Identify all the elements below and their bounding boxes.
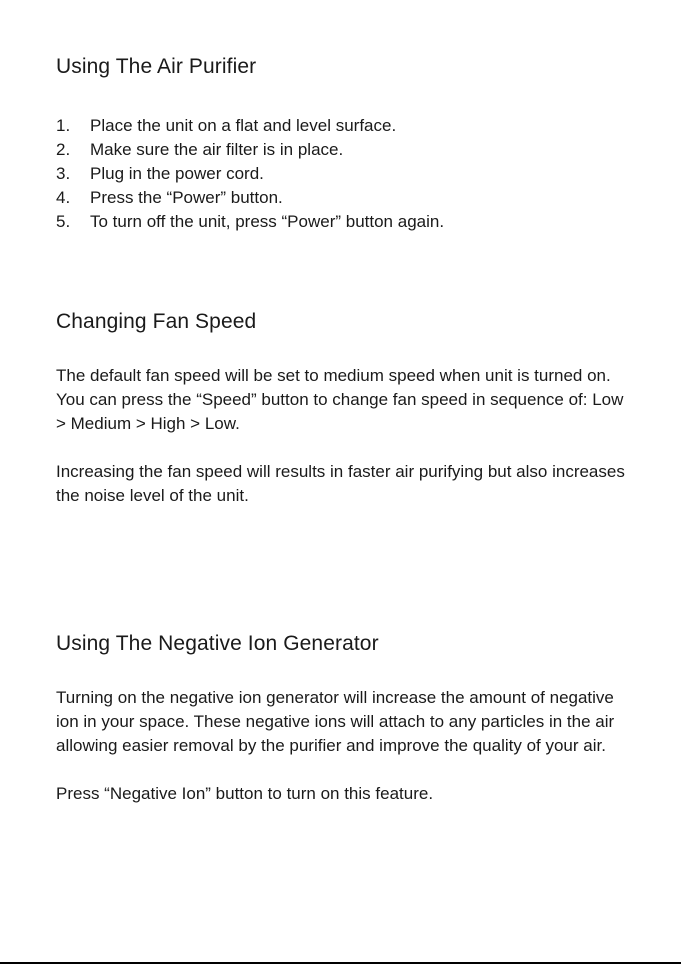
section-heading: Using The Air Purifier [56,55,257,78]
step-text: Plug in the power cord. [90,164,264,183]
step-text: Press the “Power” button. [90,188,283,207]
step-number: 5. [56,212,71,231]
section-heading: Changing Fan Speed [56,310,257,333]
bottom-divider [0,962,681,964]
step-item [56,186,636,210]
step-text: Place the unit on a flat and level surface. [90,116,397,135]
step-item [56,138,636,162]
paragraph-fan-speed-noise: Increasing the fan speed will results in faster air purifying but also increases the noise level of the unit. [56,462,625,505]
steps-list [56,114,636,234]
section-negative-ion-generator [56,630,636,806]
step-number: 1. [56,116,71,135]
section-heading: Using The Negative Ion Generator [56,632,379,655]
step-item [56,114,636,138]
step-number: 3. [56,164,71,183]
paragraph-default-fan-speed: The default fan speed will be set to medium speed when unit is turned on. You can press the “Speed” button to change fan speed in sequence of: Low > Medium > High > Low. [56,366,624,433]
step-number: 2. [56,140,71,159]
step-item [56,162,636,186]
section-using-air-purifier [56,53,636,234]
section-changing-fan-speed [56,308,636,508]
step-text: Make sure the air filter is in place. [90,140,344,159]
step-text: To turn off the unit, press “Power” button again. [90,212,445,231]
step-number: 4. [56,188,71,207]
paragraph-negative-ion-benefit: Turning on the negative ion generator will increase the amount of negative ion in your space. These negative ions will attach to any particles in the air allowing easier removal by the purifier and improve the quality of your air. [56,688,615,755]
step-item [56,210,636,234]
paragraph-negative-ion-instruction: Press “Negative Ion” button to turn on this feature. [56,784,434,803]
